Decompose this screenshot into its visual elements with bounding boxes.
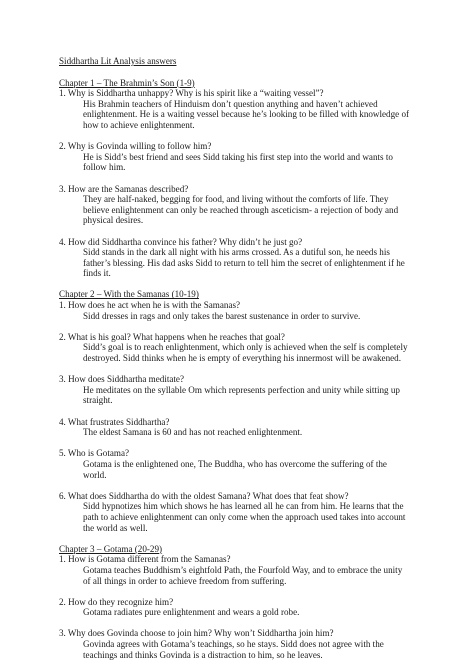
question-text: 4. How did Siddhartha convince his father? Why didn’t he just go?: [59, 236, 303, 247]
answer-line: enlightenment. He is a waiting vessel because he’s looking to be filled with knowledge of: [83, 109, 410, 120]
answer-line: world.: [83, 469, 107, 480]
question-answer-item: [59, 417, 434, 438]
answer-line: path to achieve enlightenment can only come when the approach used takes into account: [83, 511, 406, 522]
answer-line: Sidd hypnotizes him which shows he has learned all he can from him. He learns that the: [83, 501, 404, 512]
answer-line: follow him.: [83, 162, 126, 173]
chapters-container: [59, 78, 434, 660]
question-answer-item: [59, 332, 434, 364]
answer-line: He meditates on the syllable Om which represents perfection and unity while sitting up: [83, 384, 400, 395]
question-text: 2. Why is Govinda willing to follow him?: [59, 141, 212, 152]
question-answer-item: [59, 141, 434, 173]
answer-line: Sidd stands in the dark all night with his arms crossed. As a dutiful son, he needs his: [83, 247, 390, 258]
question-answer-item: [59, 237, 434, 279]
answer-line: His Brahmin teachers of Hinduism don’t question anything and haven’t achieved: [83, 98, 378, 109]
answer-line: Gotama teaches Buddhism’s eightfold Path, the Fourfold Way, and to embrace the unity: [83, 564, 403, 575]
question-answer-item: [59, 554, 434, 586]
answer-line: He is Sidd’s best friend and sees Sidd taking his first step into the world and wants to: [83, 151, 393, 162]
question-text: 6. What does Siddhartha do with the oldest Samana? What does that feat show?: [59, 490, 349, 501]
chapter-title: Chapter 3 – Gotama (20-29): [59, 543, 163, 554]
question-text: 1. How does he act when he is with the Samanas?: [59, 300, 241, 311]
question-answer-item: [59, 448, 434, 480]
question-text: 2. What is his goal? What happens when he reaches that goal?: [59, 331, 285, 342]
question-answer-item: [59, 628, 434, 660]
answer-line: Sidd dresses in rags and only takes the barest sustenance in order to survive.: [83, 310, 361, 321]
question-text: 4. What frustrates Siddhartha?: [59, 416, 170, 427]
chapter-title: Chapter 1 – The Brahmin’s Son (1-9): [59, 77, 195, 88]
answer-line: Gotama is the enlightened one, The Buddha, who has overcome the suffering of the: [83, 458, 387, 469]
question-text: 1. How is Gotama different from the Samanas?: [59, 554, 231, 565]
question-answer-item: [59, 374, 434, 406]
chapter-title: Chapter 2 – With the Samanas (10-19): [59, 289, 199, 300]
question-text: 5. Who is Gotama?: [59, 448, 130, 459]
document-title: Siddhartha Lit Analysis answers: [59, 56, 177, 66]
answer-line: Sidd’s goal is to reach enlightenment, which only is achieved when the self is completely: [83, 342, 408, 353]
question-answer-item: [59, 491, 434, 533]
question-answer-item: [59, 184, 434, 226]
answer-line: finds it.: [83, 268, 111, 279]
answer-line: the world as well.: [83, 522, 148, 533]
answer-line: physical desires.: [83, 215, 144, 226]
question-answer-item: [59, 88, 434, 130]
answer-line: Gotama radiates pure enlightenment and wears a gold robe.: [83, 607, 300, 618]
question-text: 3. How are the Samanas described?: [59, 183, 189, 194]
answer-line: how to achieve enlightenment.: [83, 119, 195, 130]
answer-line: believe enlightenment can only be reached through asceticism- a rejection of body and: [83, 204, 399, 215]
answer-line: of all things in order to achieve freedom from suffering.: [83, 575, 287, 586]
question-answer-item: [59, 300, 434, 321]
answer-line: The eldest Samana is 60 and has not reached enlightenment.: [83, 427, 303, 438]
answer-line: teachings and thinks Govinda is a distraction to him, so he leaves.: [83, 649, 323, 660]
answer-line: Govinda agrees with Gotama’s teachings, so he stays. Sidd does not agree with the: [83, 639, 384, 650]
question-text: 2. How do they recognize him?: [59, 596, 174, 607]
answer-line: father’s blessing. His dad asks Sidd to return to tell him the secret of enlightenment if he: [83, 257, 405, 268]
answer-line: straight.: [83, 395, 113, 406]
question-text: 3. Why does Govinda choose to join him? Why won’t Siddhartha join him?: [59, 628, 334, 639]
question-text: 3. How does Siddhartha meditate?: [59, 374, 185, 385]
answer-line: destroyed. Sidd thinks when he is empty of everything his innermost will be awakened.: [83, 353, 401, 364]
chapter-section: [59, 544, 434, 660]
chapter-section: [59, 289, 434, 533]
question-answer-item: [59, 597, 434, 618]
chapter-section: [59, 78, 434, 279]
answer-line: They are half-naked, begging for food, and living without the comforts of life. They: [83, 194, 389, 205]
question-text: 1. Why is Siddhartha unhappy? Why is his spirit like a “waiting vessel”?: [59, 88, 324, 99]
